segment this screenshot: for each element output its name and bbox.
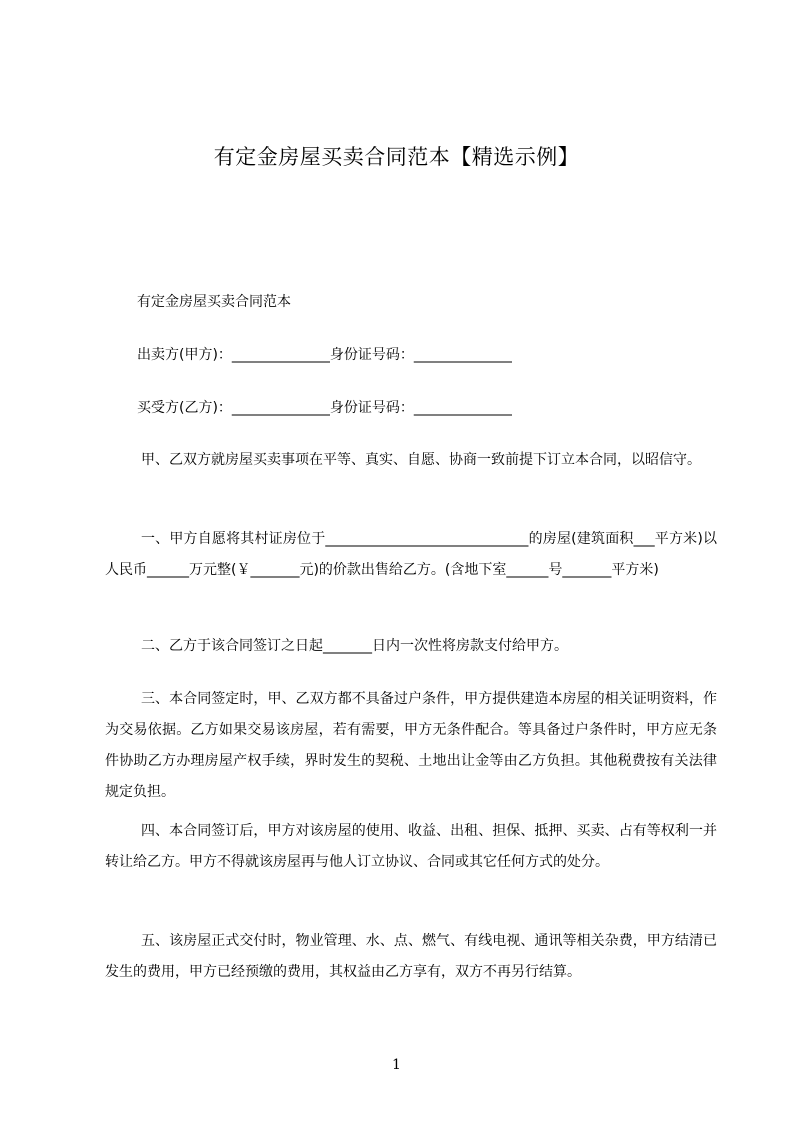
buyer-line: 买受方(乙方)：______________身份证号码：______________	[137, 400, 512, 416]
contract-subtitle: 有定金房屋买卖合同范本	[137, 294, 291, 310]
paragraph-clause-4: 四、本合同签订后，甲方对该房屋的使用、收益、出租、担保、抵押、买卖、占有等权利一并转让给乙方。甲方不得就该房屋再与他人订立协议、合同或其它任何方式的处分。	[105, 823, 717, 870]
paragraph-clause-2: 二、乙方于该合同签订之日起_______日内一次性将房款支付给甲方。	[141, 638, 568, 654]
document-title: 有定金房屋买卖合同范本【精选示例】	[213, 145, 580, 169]
paragraph-clause-1: 一、甲方自愿将其村证房位于_____________________________的房屋(建筑面积___平方米)以人民币______万元整(￥_______元)的价款出售给乙方。(含地下室______号_______平方米)	[105, 531, 717, 578]
page-number: 1	[392, 1057, 401, 1073]
paragraph-intro: 甲、乙双方就房屋买卖事项在平等、真实、自愿、协商一致前提下订立本合同，以昭信守。	[141, 452, 701, 468]
paragraph-clause-3: 三、本合同签定时，甲、乙双方都不具备过户条件，甲方提供建造本房屋的相关证明资料，作为交易依据。乙方如果交易该房屋，若有需要，甲方无条件配合。等具备过户条件时，甲方应无条件协助乙方办理房屋产权手续，界时发生的契税、土地出让金等由乙方负担。其他税费按有关法律规定负担。	[105, 691, 717, 800]
paragraph-clause-5: 五、该房屋正式交付时，物业管理、水、点、燃气、有线电视、通讯等相关杂费，甲方结清已发生的费用，甲方已经预缴的费用，其权益由乙方享有，双方不再另行结算。	[105, 933, 717, 980]
seller-line: 出卖方(甲方)：______________身份证号码：______________	[137, 347, 512, 363]
